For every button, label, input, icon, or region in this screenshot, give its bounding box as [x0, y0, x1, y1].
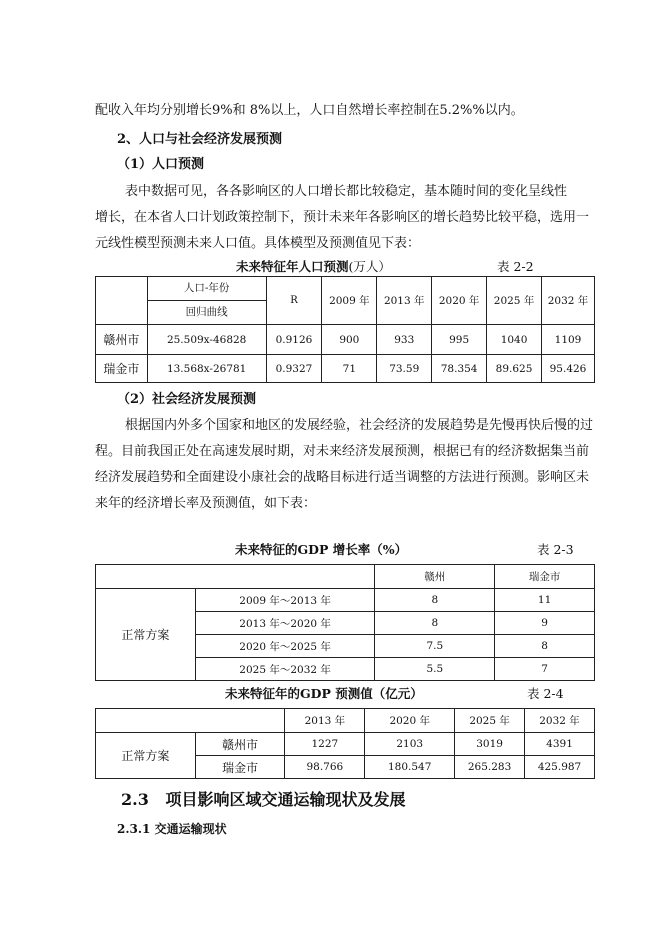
paragraph-economy-line1: 根据国内外多个国家和地区的发展经验，社会经济的发展趋势是先慢再快后慢的过	[125, 418, 594, 433]
row-value: 7	[495, 658, 595, 681]
row-value: 89.625	[487, 355, 542, 383]
header-population-year: 人口-年份	[183, 282, 230, 294]
paragraph-economy-line4: 来年的经济增长率及预测值，如下表：	[95, 496, 317, 511]
table-2-2-title: 未来特征年人口预测	[236, 259, 349, 274]
header-blank	[96, 709, 285, 733]
row-value: 9	[495, 612, 595, 635]
paragraph-population-line1: 表中数据可见，各各影响区的人口增长都比较稳定，基本随时间的变化呈线性	[125, 184, 568, 199]
header-year: 2013 年	[377, 277, 432, 325]
row-r: 0.9126	[266, 325, 322, 355]
population-forecast-table	[95, 276, 595, 383]
header-year: 2025 年	[455, 709, 525, 733]
row-value: 8	[375, 612, 495, 635]
section-heading-population-economy: 2、人口与社会经济发展预测	[117, 132, 283, 147]
row-value: 1227	[285, 733, 365, 756]
header-year: 2025 年	[487, 277, 542, 325]
header-formula	[147, 277, 266, 325]
row-value: 73.59	[377, 355, 432, 383]
section-heading-2-3: 2.3 项目影响区域交通运输现状及发展	[121, 790, 406, 809]
scheme-label: 正常方案	[96, 733, 196, 779]
gdp-growth-table	[95, 564, 595, 681]
row-period: 2013 年～2020 年	[195, 612, 375, 635]
header-year: 2032 年	[542, 277, 595, 325]
row-value: 78.354	[432, 355, 487, 383]
header-year: 2032 年	[525, 709, 595, 733]
row-value: 2103	[365, 733, 455, 756]
row-value: 933	[377, 325, 432, 355]
row-r: 0.9327	[266, 355, 322, 383]
row-formula: 25.509x-46828	[147, 325, 266, 355]
paragraph-population-line3: 元线性模型预测未来人口值。具体模型及预测值见下表：	[95, 236, 421, 251]
row-value: 3019	[455, 733, 525, 756]
table-2-2-caption	[236, 257, 391, 275]
row-name: 瑞金市	[195, 756, 285, 779]
header-blank	[96, 565, 375, 589]
header-year: 2020 年	[432, 277, 487, 325]
header-city: 瑞金市	[495, 565, 595, 589]
paragraph-economy-line2: 程。目前我国正处在高速发展时期，对未来经济发展预测，根据已有的经济数据集当前	[95, 444, 590, 459]
scheme-label: 正常方案	[96, 589, 196, 681]
row-value: 5.5	[375, 658, 495, 681]
row-value: 98.766	[285, 756, 365, 779]
table-2-3-number: 表 2-3	[537, 542, 574, 557]
row-name: 赣州市	[96, 325, 148, 355]
table-row	[96, 355, 595, 383]
table-row	[96, 589, 595, 612]
row-name: 瑞金市	[96, 355, 148, 383]
row-value: 8	[375, 589, 495, 612]
row-value: 11	[495, 589, 595, 612]
paragraph-population-line2: 增长，在本省人口计划政策控制下，预计未来年各影响区的增长趋势比较平稳，选用一	[95, 210, 590, 225]
header-year: 2020 年	[365, 709, 455, 733]
header-year: 2009 年	[322, 277, 377, 325]
row-name: 赣州市	[195, 733, 285, 756]
row-formula: 13.568x-26781	[147, 355, 266, 383]
table-2-2-unit: (万人）	[348, 259, 391, 274]
row-value: 425.987	[525, 756, 595, 779]
section-heading-2-3-1: 2.3.1 交通运输现状	[117, 822, 227, 836]
paragraph-intro: 配收入年均分别增长9%和 8%以上，人口自然增长率控制在5.2%%以内。	[95, 103, 524, 118]
row-value: 8	[495, 635, 595, 658]
table-2-2-number: 表 2-2	[497, 259, 534, 274]
row-period: 2020 年～2025 年	[195, 635, 375, 658]
row-value: 265.283	[455, 756, 525, 779]
table-2-3-caption: 未来特征的GDP 增长率（%）	[235, 542, 408, 557]
table-2-4-number: 表 2-4	[527, 686, 564, 701]
header-year: 2013 年	[285, 709, 365, 733]
table-row	[96, 325, 595, 355]
header-city: 赣州	[375, 565, 495, 589]
row-value: 1109	[542, 325, 595, 355]
row-value: 995	[432, 325, 487, 355]
header-regression: 回归曲线	[185, 306, 228, 318]
gdp-forecast-table	[95, 708, 595, 779]
table-2-4-caption: 未来特征年的GDP 预测值（亿元）	[225, 686, 423, 701]
paragraph-economy-line3: 经济发展趋势和全面建设小康社会的战略目标进行适当调整的方法进行预测。影响区未	[95, 470, 590, 485]
header-r: R	[266, 277, 322, 325]
header-blank	[96, 277, 148, 325]
row-period: 2009 年～2013 年	[195, 589, 375, 612]
subheading-population-forecast: （1）人口预测	[117, 157, 205, 172]
row-value: 7.5	[375, 635, 495, 658]
row-value: 900	[322, 325, 377, 355]
row-value: 1040	[487, 325, 542, 355]
row-value: 180.547	[365, 756, 455, 779]
subheading-economic-forecast: （2）社会经济发展预测	[117, 392, 257, 407]
row-value: 4391	[525, 733, 595, 756]
row-value: 95.426	[542, 355, 595, 383]
row-period: 2025 年～2032 年	[195, 658, 375, 681]
table-row	[96, 733, 595, 756]
row-value: 71	[322, 355, 377, 383]
